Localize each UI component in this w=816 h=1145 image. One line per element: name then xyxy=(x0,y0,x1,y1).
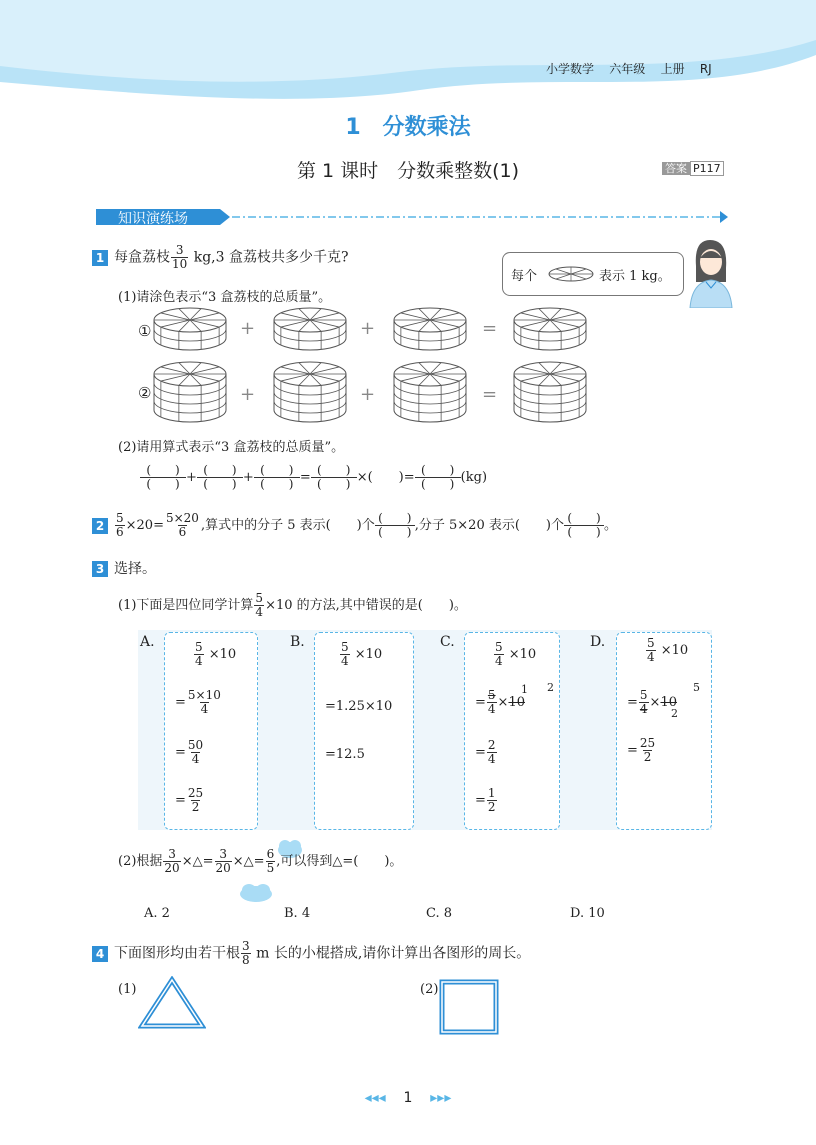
fig2-label: (2) xyxy=(420,982,439,997)
choice-a[interactable]: A. 2 xyxy=(144,906,170,921)
answer-ref[interactable]: 答案 P117 xyxy=(662,160,724,176)
fraction: $\frac{3}{8}$ xyxy=(242,939,250,967)
cake-icon xyxy=(547,265,595,283)
choice-c[interactable]: C. 8 xyxy=(426,906,453,921)
blank-fraction[interactable]: ( ) ( ) xyxy=(254,464,300,491)
header-wave xyxy=(0,0,816,110)
cake-icon[interactable] xyxy=(394,362,466,422)
fraction: $\frac{5}{4}$ xyxy=(341,640,349,668)
option-c-box[interactable]: $\frac{5}{4}$ ×10 = $\frac{5}{4}$ ×10 1 2 = $\frac{2}{4}$ = $\frac{1}{2}$ xyxy=(464,632,560,830)
blank-fraction[interactable]: ( ) ( ) xyxy=(564,512,604,539)
q3-sub2: (2)根据 $\frac{3}{20}$ ×△= $\frac{3}{20}$ ×△= $\frac{6}{5}$ ,可以得到△=( )。 xyxy=(118,847,403,875)
blank-fraction[interactable]: ( ) ( ) xyxy=(140,464,186,491)
option-b-box[interactable]: $\frac{5}{4}$ ×10 =1.25×10 =12.5 xyxy=(314,632,414,830)
prev-arrows-icon: ◂◂◂ xyxy=(364,1090,386,1106)
row2-label: ② xyxy=(138,384,152,402)
blank-fraction[interactable]: ( ) ( ) xyxy=(197,464,243,491)
section-banner xyxy=(92,206,732,228)
cake-icon[interactable] xyxy=(154,308,226,350)
cake-icon[interactable] xyxy=(274,308,346,350)
option-d-label: D. xyxy=(590,634,606,650)
cake-icon[interactable] xyxy=(514,362,586,422)
fraction: $\frac{25}{2}$ xyxy=(639,736,656,764)
fraction: $\frac{25}{2}$ xyxy=(187,786,204,814)
cake-icon[interactable] xyxy=(514,308,586,350)
option-a-label: A. xyxy=(140,634,155,650)
option-a-box[interactable]: $\frac{5}{4}$ ×10 = $\frac{5\times 10}{4}$ = $\frac{50}{4}$ = $\frac{25}{2}$ xyxy=(164,632,258,830)
fraction: $\frac{5\times 10}{4}$ xyxy=(187,688,221,716)
q1-fraction: $\frac{3}{10}$ xyxy=(172,243,188,271)
q1-number: 1 xyxy=(92,250,108,266)
equals-sign: = xyxy=(482,318,498,339)
plus-sign: + xyxy=(360,384,376,405)
blank-fraction[interactable]: ( ) ( ) xyxy=(415,464,461,491)
banner-graphic xyxy=(92,206,732,228)
cake-icon[interactable] xyxy=(154,362,226,422)
fraction: $\frac{2}{4}$ xyxy=(487,738,496,766)
fraction: $\frac{3}{20}$ xyxy=(215,847,231,875)
fraction: $\frac{50}{4}$ xyxy=(187,738,204,766)
girl-illustration xyxy=(684,236,736,308)
square-figure xyxy=(438,978,500,1036)
fig1-label: (1) xyxy=(118,982,137,997)
q2-number: 2 xyxy=(92,518,108,534)
q3-sub1: (1)下面是四位同学计算 $\frac{5}{4}$ ×10 的方法,其中错误的是( )。 xyxy=(118,591,467,619)
banner-label: 知识演练场 xyxy=(118,211,188,227)
unit-title: 1 分数乘法 xyxy=(345,115,471,140)
fraction: $\frac{5}{4}$ xyxy=(495,640,503,668)
q3-number: 3 xyxy=(92,561,108,577)
q3-stem: 3 选择。 xyxy=(92,558,156,578)
times-blank[interactable]: ×( ) xyxy=(356,470,404,485)
header-info: 小学数学 六年级 上册 RJ xyxy=(546,62,712,76)
fraction: $\frac{1}{2}$ xyxy=(487,786,496,814)
equals-sign: = xyxy=(482,384,498,405)
fraction: $\frac{5}{4}$ xyxy=(195,640,203,668)
cake-icon[interactable] xyxy=(274,362,346,422)
option-d-box[interactable]: $\frac{5}{4}$ ×10 = $\frac{5}{4}$ ×10 5 2 = $\frac{25}{2}$ xyxy=(616,632,712,830)
fraction: $\frac{5}{6}$ xyxy=(116,511,124,539)
triangle-figure xyxy=(138,976,206,1032)
cake-icon[interactable] xyxy=(394,308,466,350)
q1-sub2: (2)请用算式表示“3 盒荔枝的总质量”。 xyxy=(118,440,345,455)
plus-sign: + xyxy=(240,384,256,405)
fraction: $\frac{5\times 20}{6}$ xyxy=(165,511,199,539)
speech-bubble: 每个 表示 1 kg。 xyxy=(502,252,684,296)
choice-d[interactable]: D. 10 xyxy=(570,906,605,921)
fraction: $\frac{3}{20}$ xyxy=(164,847,180,875)
fraction: $\frac{5}{4}$ xyxy=(255,591,264,619)
fraction: $\frac{6}{5}$ xyxy=(266,847,275,875)
footer xyxy=(0,1090,816,1106)
fraction: $\frac{5}{4}$ xyxy=(639,688,648,716)
blank-fraction[interactable]: ( ) ( ) xyxy=(311,464,357,491)
q4-stem: 4 下面图形均由若干根 $\frac{3}{8}$ m 长的小棍搭成,请你计算出各图形的周长。 xyxy=(92,940,530,967)
choice-b[interactable]: B. 4 xyxy=(284,906,311,921)
q1-expression[interactable]: ( ) ( ) + ( ) ( ) + ( ) ( ) = ( ) ( ) ×( )= ( ) ( ) (kg) xyxy=(140,464,487,491)
plus-sign: + xyxy=(240,318,256,339)
option-b-label: B. xyxy=(290,634,305,650)
option-c-label: C. xyxy=(440,634,455,650)
lesson-title: 第 1 课时 分数乘整数(1) xyxy=(296,160,520,182)
next-arrows-icon: ▸▸▸ xyxy=(430,1090,452,1106)
row1-label: ① xyxy=(138,322,152,340)
q1-stem: 1 每盒荔枝 $\frac{3}{10}$ kg,3 盒荔枝共多少千克? xyxy=(92,244,349,271)
page-number: 1 xyxy=(403,1090,413,1106)
q1-sub1: (1)请涂色表示“3 盒荔枝的总质量”。 xyxy=(118,290,332,305)
plus-sign: + xyxy=(360,318,376,339)
q4-number: 4 xyxy=(92,946,108,962)
fraction: $\frac{5}{4}$ xyxy=(487,688,496,716)
fraction: $\frac{5}{4}$ xyxy=(647,636,655,664)
blank-fraction[interactable]: ( ) ( ) xyxy=(375,512,415,539)
cloud-icon xyxy=(238,882,274,904)
q2-stem: 2 $\frac{5}{6}$ ×20= $\frac{5\times 20}{6}$ ,算式中的分子 5 表示( )个 ( ) ( ) ,分子 5×20 表示( )个 ( ) ( ) 。 xyxy=(92,512,617,539)
